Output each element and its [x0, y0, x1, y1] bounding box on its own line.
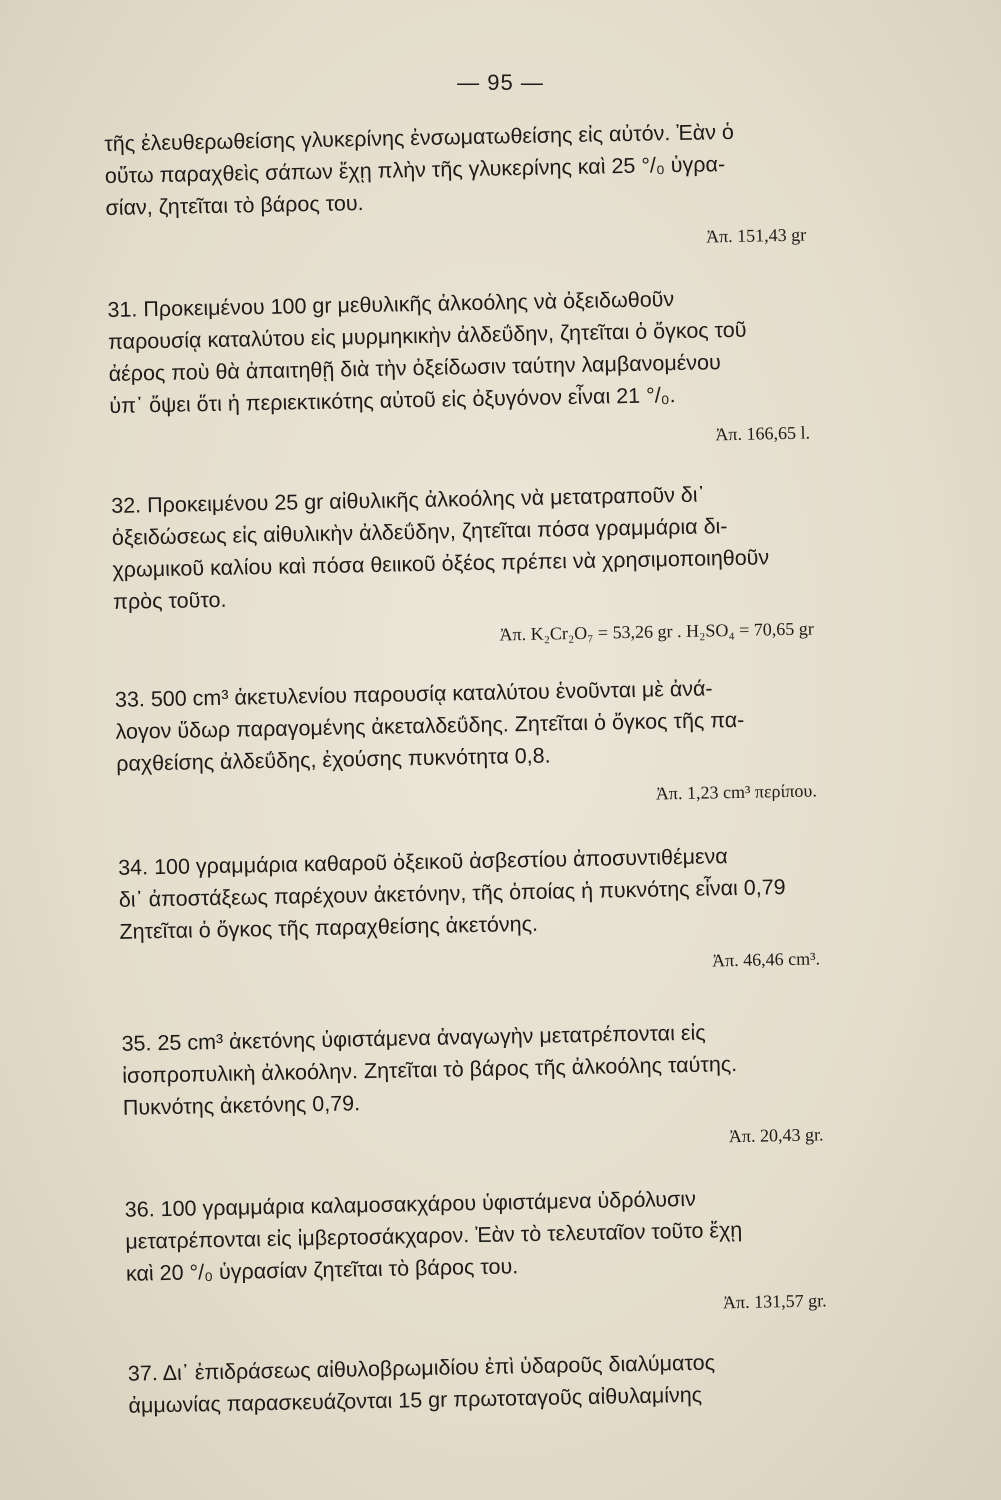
text-line: Πυκνότης ἀκετόνης 0,79. — [122, 1091, 361, 1120]
text-line: μετατρέπονται εἰς ἰμβερτοσάκχαρον. Ἐὰν τὸ τελευταῖον τοῦτο ἔχῃ — [125, 1217, 743, 1254]
text-line: πρὸς τοῦτο. — [112, 587, 227, 614]
problem-31 — [107, 279, 880, 462]
text-line: ραχθείσης ἀλδεΰδης, ἐχούσης πυκνότητα 0,8. — [115, 743, 551, 776]
text-line: χρωμικοῦ καλίου καὶ πόσα θειικοῦ ὀξέος πρέπει νὰ χρησιμοποιηθοῦν — [112, 545, 770, 582]
problem-34 — [118, 837, 890, 988]
text-line: λογον ὕδωρ παραγομένης ἀκεταλδεΰδης. Ζητεῖται ὁ ὄγκος τῆς πα- — [115, 707, 745, 744]
text-line: τῆς ἐλευθερωθείσης γλυκερίνης ἐνσωματωθείσης εἰς αὐτόν. Ἐὰν ὁ — [104, 119, 735, 156]
answer-line: Ἀπ. 131,57 gr. — [722, 1290, 827, 1313]
text-line: ἀέρος ποὺ θὰ ἀπαιτηθῇ διὰ τὴν ὀξείδωσιν ταύτην λαμβανομένου — [108, 350, 721, 386]
text-line: καὶ 20 °/₀ ὑγρασίαν ζητεῖται τὸ βάρος του. — [125, 1254, 519, 1286]
answer-line: Ἀπ. K₂Cr₂O₇ = 53,26 gr . H₂SO₄ = 70,65 gr — [499, 618, 814, 645]
text-line: 36. 100 γραμμάρια καλαμοσακχάρου ὑφιστάμενα ὑδρόλυσιν — [124, 1186, 697, 1222]
answer-line: Ἀπ. 166,65 l. — [715, 422, 811, 445]
answer-line: Ἀπ. 1,23 cm³ περίπου. — [655, 780, 818, 804]
problem-32 — [111, 475, 884, 658]
problem-36 — [124, 1179, 896, 1330]
text-line: Ζητεῖται ὁ ὄγκος τῆς παραχθείσης ἀκετόνης. — [119, 911, 539, 944]
text-line: ὀξειδώσεως εἰς αἰθυλικὴν ἀλδεΰδην, ζητεῖται πόσα γραμμάρια δι- — [111, 514, 728, 550]
text-line: ἀμμωνίας παρασκευάζονται 15 gr πρωτοταγοῦς αἰθυλαμίνης — [128, 1382, 703, 1418]
text-line: σίαν, ζητεῖται τὸ βάρος του. — [105, 191, 364, 220]
text-line: 37. Δι᾽ ἐπιδράσεως αἰθυλοβρωμιδίου ἐπὶ ὑδαροῦς διαλύματος — [127, 1350, 716, 1386]
answer-line: Ἀπ. 151,43 gr — [705, 224, 807, 247]
text-line: οὕτω παραχθεὶς σάπων ἔχῃ πλὴν τῆς γλυκερίνης καὶ 25 °/₀ ὑγρα- — [104, 152, 726, 188]
text-line: παρουσίᾳ καταλύτου εἰς μυρμηκικὴν ἀλδεΰδην, ζητεῖται ὁ ὄγκος τοῦ — [107, 317, 747, 354]
text-line: 33. 500 cm³ ἀκετυλενίου παρουσίᾳ καταλύτου ἑνοῦνται μὲ ἀνά- — [114, 676, 713, 712]
answer-line: Ἀπ. 20,43 gr. — [728, 1124, 824, 1147]
problem-37 — [128, 1343, 899, 1422]
text-line: 31. Προκειμένου 100 gr μεθυλικῆς ἀλκοόλης νὰ ὀξειδωθοῦν — [107, 287, 675, 322]
answer-line: Ἀπ. 46,46 cm³. — [711, 948, 821, 971]
problem-35 — [121, 1013, 893, 1164]
problem-33 — [115, 669, 887, 820]
text-line: 35. 25 cm³ ἀκετόνης ὑφιστάμενα ἀναγωγὴν μετατρέπονται εἰς — [121, 1020, 706, 1056]
problems-column — [104, 113, 874, 1418]
text-line: ὑπ᾽ ὄψει ὅτι ἡ περιεκτικότης αὐτοῦ εἰς ὀξυγόνον εἶναι 21 °/₀. — [109, 383, 676, 418]
text-line: 34. 100 γραμμάρια καθαροῦ ὀξεικοῦ ἀσβεστίου ἀποσυντιθέμενα — [117, 844, 728, 880]
page-number: — 95 — — [457, 70, 544, 95]
problem-30-continued — [104, 113, 876, 264]
text-line: ἰσοπροπυλικὴ ἀλκοόλην. Ζητεῖται τὸ βάρος τῆς ἀλκοόλης ταύτης. — [121, 1052, 738, 1088]
text-line: 32. Προκειμένου 25 gr αἰθυλικῆς ἀλκοόλης νὰ μετατραποῦν δι᾽ — [111, 482, 705, 518]
text-line: δι᾽ ἀποστάξεως παρέχουν ἀκετόνην, τῆς ὁποίας ἡ πυκνότης εἶναι 0,79 — [118, 875, 786, 912]
